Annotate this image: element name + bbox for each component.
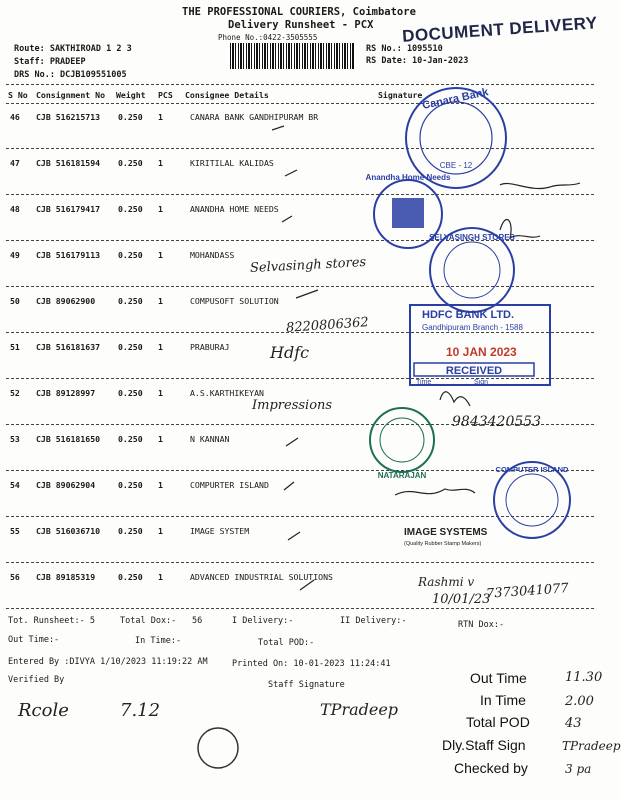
row-sno: 56 [10, 572, 20, 582]
row-consignee: MOHANDASS [190, 250, 235, 260]
row-weight: 0.250 [118, 250, 143, 260]
row-sno: 47 [10, 158, 20, 168]
row-sno: 54 [10, 480, 20, 490]
row-sno: 48 [10, 204, 20, 214]
row-sno: 51 [10, 342, 20, 352]
company-name: THE PROFESSIONAL COURIERS, Coimbatore [182, 6, 416, 18]
verified-by: Verified By [8, 675, 65, 685]
handwritten-checked: 3 pa [565, 762, 592, 776]
entered-by: Entered By :DIVYA 1/10/2023 11:19:22 AM [8, 657, 208, 667]
col-consignment: Consignment No [36, 90, 106, 100]
total-dox-label: Total Dox:- [120, 616, 177, 626]
handwritten-staff-sign: TPradeep [320, 700, 399, 719]
row-consignment: CJB 516179113 [36, 250, 101, 260]
col-sno: S No [8, 90, 28, 100]
row-sno: 52 [10, 388, 20, 398]
row-pcs: 1 [158, 480, 163, 490]
handwritten-phone-52: 9843420553 [452, 414, 542, 430]
handwritten-sign-56: Rashmi v [418, 575, 475, 589]
computer-island-stamp [494, 462, 570, 538]
selvasingh-stamp [429, 228, 515, 312]
runsheet-title: Delivery Runsheet - PCX [228, 19, 374, 31]
row-sno: 53 [10, 434, 20, 444]
natarajan-text: NATARAJAN [377, 471, 427, 480]
phone-number: Phone No.:0422-3505555 [218, 33, 318, 42]
handwritten-verified: Rcole [18, 700, 69, 721]
row-consignment: CJB 89185319 [36, 572, 96, 582]
staff-signature-label: Staff Signature [268, 680, 345, 690]
row-consignee: N KANNAN [190, 434, 230, 444]
row-weight: 0.250 [118, 434, 143, 444]
selvasingh-text: SELVASINGH STORES [429, 233, 515, 242]
row-consignee: PRABURAJ [190, 342, 230, 352]
col-weight: Weight [116, 90, 146, 100]
hdfc-received: RECEIVED [445, 365, 503, 377]
pcx-stamp [198, 728, 238, 768]
row-consignment: CJB 516179417 [36, 204, 101, 214]
handwritten-dly-sign: TPradeep [562, 739, 621, 753]
handwritten-total-pod: 43 [565, 716, 582, 731]
row-consignment: CJB 516215713 [36, 112, 101, 122]
side-total-pod: Total POD [466, 714, 530, 730]
handwritten-in-time: 2.00 [565, 694, 594, 709]
row-pcs: 1 [158, 388, 163, 398]
row-consignment: CJB 89128997 [36, 388, 96, 398]
i-delivery: I Delivery:- [232, 616, 294, 626]
total-dox-value: 56 [192, 616, 203, 626]
row-consignee: IMAGE SYSTEM [190, 526, 250, 536]
row-weight: 0.250 [118, 480, 143, 490]
side-out-time: Out Time [470, 670, 527, 686]
row-consignee: CANARA BANK GANDHIPURAM BR [190, 112, 319, 122]
row-pcs: 1 [158, 204, 163, 214]
handwritten-verified-time: 7.12 [120, 700, 161, 721]
row-consignment: CJB 516181594 [36, 158, 101, 168]
rtn-dox: RTN Dox:- [458, 620, 505, 630]
row-consignee: COMPURTER ISLAND [190, 480, 269, 490]
row-pcs: 1 [158, 526, 163, 536]
in-time: In Time:- [135, 636, 182, 646]
ii-delivery: II Delivery:- [340, 616, 407, 626]
col-pcs: PCS [158, 90, 173, 100]
row-consignee: A.S.KARTHIKEYAN [190, 388, 264, 398]
row-consignee: ADVANCED INDUSTRIAL SOLUTIONS [190, 572, 333, 582]
row-sno: 49 [10, 250, 20, 260]
route-label: Route: SAKTHIROAD 1 2 3 [14, 44, 132, 54]
row-sno: 46 [10, 112, 20, 122]
row-weight: 0.250 [118, 342, 143, 352]
hdfc-sign: Sign [474, 379, 489, 386]
rs-date: RS Date: 10-Jan-2023 [366, 56, 469, 66]
drs-number: DRS No.: DCJB109551005 [14, 70, 127, 80]
tot-runsheet: Tot. Runsheet:- 5 [8, 616, 95, 626]
handwritten-sign-49: Selvasingh stores [249, 254, 367, 277]
row-consignment: CJB 516181637 [36, 342, 101, 352]
hdfc-title: HDFC BANK LTD. [422, 309, 515, 321]
hdfc-date: 10 JAN 2023 [446, 345, 517, 359]
handwritten-out-time: 11.30 [565, 670, 603, 685]
row-weight: 0.250 [118, 296, 143, 306]
rs-number: RS No.: 1095510 [366, 44, 443, 54]
computer-island-text: COMPUTER ISLAND [495, 465, 569, 474]
row-consignee: KIRITILAL KALIDAS [190, 158, 274, 168]
row-pcs: 1 [158, 158, 163, 168]
row-consignment: CJB 89062904 [36, 480, 96, 490]
printed-on: Printed On: 10-01-2023 11:24:41 [232, 659, 391, 669]
row-weight: 0.250 [118, 204, 143, 214]
handwritten-sign-51: Hdfc [270, 343, 310, 362]
row-pcs: 1 [158, 112, 163, 122]
col-consignee: Consignee Details [185, 90, 269, 100]
canara-bank-text: Canara Bank [421, 86, 490, 112]
handwritten-sign-52: Impressions [252, 398, 333, 413]
row-consignment: CJB 516181650 [36, 434, 101, 444]
row-weight: 0.250 [118, 158, 143, 168]
row-pcs: 1 [158, 250, 163, 260]
side-in-time: In Time [480, 692, 526, 708]
hdfc-stamp [410, 305, 550, 386]
col-signature: Signature [378, 90, 423, 100]
row-pcs: 1 [158, 434, 163, 444]
row-sno: 50 [10, 296, 20, 306]
row-consignment: CJB 89062900 [36, 296, 96, 306]
out-time: Out Time:- [8, 635, 60, 645]
total-pod: Total POD:- [258, 638, 315, 648]
row-weight: 0.250 [118, 112, 143, 122]
image-systems-stamp [404, 527, 488, 547]
row-consignee: ANANDHA HOME NEEDS [190, 204, 279, 214]
handwritten-date-56: 10/01/23 [432, 592, 491, 607]
row-pcs: 1 [158, 572, 163, 582]
hdfc-time: Time [416, 379, 432, 386]
row-pcs: 1 [158, 296, 163, 306]
row-weight: 0.250 [118, 388, 143, 398]
canara-sub-text: CBE - 12 [439, 161, 473, 170]
row-consignment: CJB 516036710 [36, 526, 101, 536]
handwritten-phone-56: 7373041077 [485, 581, 570, 602]
row-pcs: 1 [158, 342, 163, 352]
image-systems-text: IMAGE SYSTEMS [404, 527, 488, 538]
staff-label: Staff: PRADEEP [14, 57, 86, 67]
image-systems-sub: (Quality Rubber Stamp Makers) [404, 541, 482, 547]
side-checked-by: Checked by [454, 760, 528, 776]
document-delivery-stamp: DOCUMENT DELIVERY [401, 13, 599, 46]
handwritten-phone-50: 8220806362 [285, 315, 370, 336]
natarajan-stamp [370, 408, 434, 480]
hdfc-branch: Gandhipuram Branch - 1588 [422, 323, 523, 332]
row-weight: 0.250 [118, 572, 143, 582]
row-sno: 55 [10, 526, 20, 536]
row-consignee: COMPUSOFT SOLUTION [190, 296, 279, 306]
row-weight: 0.250 [118, 526, 143, 536]
anandha-text: Anandha Home Needs [365, 173, 451, 182]
side-dly-staff-sign: Dly.Staff Sign [442, 737, 526, 753]
